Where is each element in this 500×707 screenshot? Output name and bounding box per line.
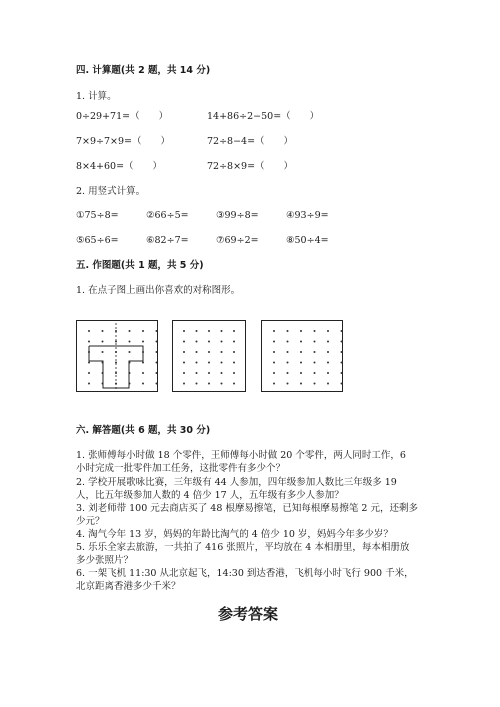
grid-dot (156, 362, 158, 364)
vertical-calc-item: ②66÷5= (146, 210, 189, 221)
calc-item: 7×9÷7×9=（ ） (76, 136, 171, 147)
grid-dot (300, 330, 302, 332)
grid-dot (341, 351, 343, 353)
calc-item: 0÷29+71=（ ） (76, 111, 169, 122)
problem-line: 4. 淘气今年 13 岁，妈妈的年龄比淘气的 4 倍少 10 岁，妈妈今年多少岁？ (76, 529, 393, 540)
grid-dot (208, 351, 210, 353)
problem-line: 小时完成一批零件加工任务，这批零件有多少个？ (76, 463, 286, 474)
grid-dot (327, 330, 329, 332)
grid-dot (183, 372, 185, 374)
problem-line: 6. 一架飞机 11:30 从北京起飞，14:30 到达香港，飞机每小时飞行 900 千米， (76, 568, 414, 579)
grid-dot (88, 341, 90, 343)
grid-dot (221, 341, 223, 343)
vertical-calc-item: ⑦69÷2= (216, 235, 259, 246)
question-2-label: 2. 用竖式计算。 (76, 186, 146, 197)
grid-dot (196, 351, 198, 353)
problem-line: 少元？ (76, 516, 105, 527)
grid-dot (287, 383, 289, 385)
vertical-calc-item: ①75÷8= (76, 210, 119, 221)
grid-dot (273, 372, 275, 374)
grid-dot (273, 351, 275, 353)
grid-dot (273, 383, 275, 385)
grid-dot (287, 372, 289, 374)
grid-dot (129, 351, 131, 353)
grid-dot (300, 383, 302, 385)
vertical-calc-item: ⑥82÷7= (146, 235, 189, 246)
grid-dot (208, 330, 210, 332)
grid-dot (88, 362, 90, 364)
grid-dot (341, 341, 343, 343)
grid-dot (287, 351, 289, 353)
grid-dot (341, 362, 343, 364)
grid-dot (327, 341, 329, 343)
vertical-calc-item: ⑤65÷6= (76, 235, 119, 246)
dot-grid-with-example (76, 320, 158, 392)
grid-dot (142, 330, 144, 332)
calc-item: 14+86÷2−50=（ ） (207, 111, 320, 122)
problem-line: 人，比五年级参加人数的 4 倍少 17 人，五年级有多少人参加？ (76, 490, 344, 501)
grid-dot (221, 330, 223, 332)
grid-dot (327, 351, 329, 353)
section-5-title: 五. 作图题(共 1 题，共 5 分) (76, 260, 204, 271)
grid-dot (273, 362, 275, 364)
vertical-calc-item: ⑧50÷4= (286, 235, 329, 246)
grid-dot (221, 362, 223, 364)
grid-dot (287, 330, 289, 332)
grid-dot (196, 330, 198, 332)
grid-dot (156, 341, 158, 343)
grid-dot (327, 372, 329, 374)
grid-dot (208, 362, 210, 364)
grid-dot (233, 330, 235, 332)
problem-line: 3. 刘老师带 100 元去商店买了 48 根摩易擦笔，已知每根摩易擦笔 2 元，还剩多 (76, 503, 418, 514)
answer-title: 参考答案 (218, 605, 279, 623)
calc-item: 8×4+60=（ ） (76, 161, 163, 172)
grid-dot (196, 372, 198, 374)
grid-dot (129, 330, 131, 332)
vertical-calc-item: ③99÷8= (216, 210, 259, 221)
grid-dot (233, 383, 235, 385)
section-4-title: 四. 计算题(共 2 题，共 14 分) (76, 65, 211, 76)
drawing-question: 1. 在点子图上画出你喜欢的对称图形。 (76, 285, 241, 296)
problem-line: 2. 学校开展歌咏比赛，三年级有 44 人参加，四年级参加人数比三年级多 19 (76, 477, 397, 488)
grid-dot (314, 351, 316, 353)
grid-dot (156, 330, 158, 332)
grid-dot (233, 351, 235, 353)
calc-item: 72÷8×9=（ ） (207, 161, 294, 172)
grid-dot (314, 341, 316, 343)
grid-dot (196, 362, 198, 364)
grid-dot (183, 341, 185, 343)
grid-dot (129, 341, 131, 343)
grid-dot (233, 372, 235, 374)
grid-dot (88, 372, 90, 374)
grid-dot (314, 372, 316, 374)
grid-dot (183, 330, 185, 332)
section-6-title: 六. 解答题(共 6 题，共 30 分) (76, 425, 211, 436)
grid-dot (314, 362, 316, 364)
grid-dot (273, 341, 275, 343)
grid-dot (156, 372, 158, 374)
empty-dot-grid (172, 320, 246, 392)
grid-dot (300, 351, 302, 353)
grid-dot (102, 330, 104, 332)
question-1-label: 1. 计算。 (76, 91, 117, 102)
grid-dot (156, 351, 158, 353)
grid-dot (142, 383, 144, 385)
grid-dot (208, 341, 210, 343)
grid-dot (314, 330, 316, 332)
grid-dot (314, 383, 316, 385)
grid-dot (327, 383, 329, 385)
grid-dot (327, 362, 329, 364)
grid-dot (341, 372, 343, 374)
grid-dot (196, 383, 198, 385)
empty-dot-grid (261, 320, 343, 392)
calc-item: 72÷8−4=（ ） (207, 136, 294, 147)
grid-dot (88, 383, 90, 385)
grid-dot (300, 362, 302, 364)
grid-dot (102, 341, 104, 343)
grid-dot (341, 383, 343, 385)
grid-dot (233, 362, 235, 364)
grid-dot (300, 341, 302, 343)
problem-line: 5. 乐乐全家去旅游，一共拍了 416 张照片，平均放在 4 本相册里，每本相册放 (76, 542, 410, 553)
grid-dot (287, 362, 289, 364)
grid-dot (233, 341, 235, 343)
grid-dot (183, 351, 185, 353)
problem-line: 1. 张师傅每小时做 18 个零件，王师傅每小时做 20 个零件，两人同时工作，6 (76, 450, 406, 461)
grid-dot (273, 330, 275, 332)
grid-dot (221, 383, 223, 385)
grid-dot (183, 362, 185, 364)
grid-dot (196, 341, 198, 343)
grid-dot (142, 341, 144, 343)
grid-dot (221, 372, 223, 374)
grid-dot (221, 351, 223, 353)
grid-dot (102, 351, 104, 353)
grid-dot (341, 330, 343, 332)
grid-dot (208, 383, 210, 385)
grid-dot (142, 372, 144, 374)
grid-dot (156, 383, 158, 385)
grid-dot (142, 362, 144, 364)
problem-line: 北京距离香港多少千米？ (76, 581, 181, 592)
grid-dot (208, 372, 210, 374)
problem-line: 多少张照片？ (76, 555, 134, 566)
grid-dot (287, 341, 289, 343)
vertical-calc-item: ④93÷9= (286, 210, 329, 221)
grid-dot (88, 330, 90, 332)
grid-dot (183, 383, 185, 385)
grid-dot (300, 372, 302, 374)
